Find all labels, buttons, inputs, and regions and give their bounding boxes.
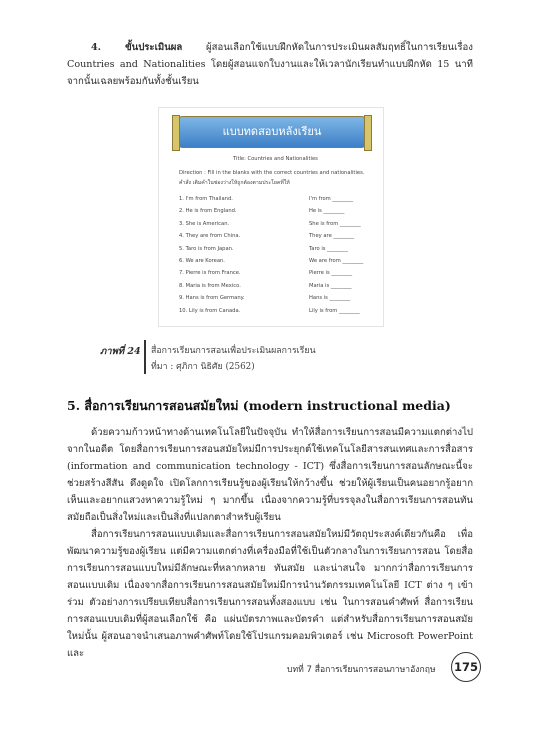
section-4-label: 4. ขั้นประเมินผล bbox=[91, 42, 183, 53]
worksheet-item-left: 3. She is American. bbox=[179, 220, 230, 227]
footer-chapter-title: บทที่ 7 สื่อการเรียนการสอนภาษาอังกฤษ bbox=[287, 665, 436, 675]
section-4-text: ผู้สอนเลือกใช้แบบฝึกหัดในการประเมินผลสัมฤทธิ์ในการเรียนเรื่อง Countries and Nationalities โดยผู้สอนแจกใบงานและให้เวลานักเรียนทำแบบฝึกหัด 15 นาที จากนั้นเฉลยพร้อมกันทั้งชั้นเรียน bbox=[67, 42, 473, 87]
worksheet-item-left: 9. Hans is from Germany. bbox=[179, 295, 245, 302]
worksheet-banner: แบบทดสอบหลังเรียน bbox=[179, 116, 365, 148]
worksheet-item-right: Hans is ________ bbox=[309, 295, 351, 302]
worksheet-image bbox=[158, 107, 384, 327]
section-4-paragraph bbox=[67, 39, 473, 90]
figure-source: ที่มา : ศุภิกา นิธิศัย (2562) bbox=[151, 362, 255, 372]
worksheet-item-left: 1. I'm from Thailand. bbox=[179, 196, 233, 202]
worksheet-item-right: I'm from ________ bbox=[309, 196, 354, 202]
worksheet-item-left: 2. He is from England. bbox=[179, 208, 237, 215]
page-number: 175 bbox=[451, 652, 481, 682]
worksheet-item-left: 8. Maria is from Mexico. bbox=[179, 282, 241, 289]
worksheet-item-left: 7. Pierre is from France. bbox=[179, 270, 241, 277]
worksheet-item-right: Lily is from ________ bbox=[309, 307, 360, 314]
worksheet-title: Title: Countries and Nationalities bbox=[233, 156, 318, 162]
worksheet-item-right: They are ________ bbox=[309, 233, 355, 240]
worksheet-item-right: Taro is ________ bbox=[309, 245, 348, 252]
worksheet-item-left: 6. We are Korean. bbox=[179, 258, 225, 264]
worksheet-item-right: Pierre is ________ bbox=[309, 270, 353, 277]
worksheet-item-right: We are from ________ bbox=[309, 258, 364, 264]
worksheet-item-right: Maria is ________ bbox=[309, 282, 352, 289]
section-5-paragraph-1: ด้วยความก้าวหน้าทางด้านเทคโนโลยีในปัจจุบัน ทำให้สื่อการเรียนการสอนมีความแตกต่างไปจากในอดีต โดยสื่อการเรียนการสอนสมัยใหม่มีการประยุกต์ใช้เทคโนโลยีสารสนเทศและการสื่อสาร (information and communication technology - ICT) ซึ่งสื่อการเรียนการสอนลักษณะนี้จะช่วยสร้างสีสัน ดึงดูดใจ เปิดโลกการเรียนรู้ของผู้เรียนให้กว้างขึ้น ช่วยให้ผู้เรียนเป็นคนอยากรู้อยากเห็นและอยากแสวงหาความรู้ใหม่ ๆ มากขึ้น เนื่องจากความรู้ที่บรรจุลงในสื่อการเรียนการสอนทันสมัยถือเป็นสิ่งใหม่และเป็นสิ่งที่แปลกตาสำหรับผู้เรียน bbox=[67, 427, 473, 523]
section-5-heading: 5. สื่อการเรียนการสอนสมัยใหม่ (modern instructional media) bbox=[67, 398, 451, 413]
worksheet-item-right: He is ________ bbox=[309, 208, 345, 215]
worksheet-item-right: She is from ________ bbox=[309, 220, 361, 227]
worksheet-item-left: 5. Taro is from Japan. bbox=[179, 245, 234, 252]
worksheet-direction: Direction : Fill in the blanks with the correct countries and nationalities. bbox=[179, 170, 365, 176]
figure-label: ภาพที่ 24 bbox=[100, 346, 141, 357]
worksheet-item-left: 10. Lily is from Canada. bbox=[179, 307, 241, 314]
section-5-paragraph-2: สื่อการเรียนการสอนแบบเดิมและสื่อการเรียนการสอนสมัยใหม่มีวัตถุประสงค์เดียวกันคือ เพื่อพัฒนาความรู้ของผู้เรียน แต่มีความแตกต่างที่เครื่องมือที่ใช้เป็นตัวกลางในการเรียนการสอน โดยสื่อการเรียนการสอนแบบใหม่มีลักษณะที่หลากหลาย ทันสมัย และน่าสนใจ มากกว่าสื่อการเรียนการสอนแบบเดิม เนื่องจากสื่อการเรียนการสอนสมัยใหม่มีการนำนวัตกรรมเทคโนโลยี ICT ต่าง ๆ เข้าร่วม ตัวอย่างการเปรียบเทียบสื่อการเรียนการสอนทั้งสองแบบ เช่น ในการสอนคำศัพท์ สื่อการเรียนการสอนแบบเดิมที่ผู้สอนเลือกใช้ คือ แผ่นบัตรภาพและบัตรคำ แต่สำหรับสื่อการเรียนการสอนสมัยใหม่นั้น ผู้สอนอาจนำเสนอภาพคำศัพท์โดยใช้โปรแกรมคอมพิวเตอร์ เช่น Microsoft PowerPoint และ bbox=[67, 529, 473, 659]
caption-divider bbox=[144, 340, 146, 374]
figure-caption: สื่อการเรียนการสอนเพื่อประเมินผลการเรียน bbox=[151, 346, 316, 356]
worksheet-instruction: คำสั่ง เติมคำในช่องว่างให้ถูกต้องตามประโยคที่ให้ bbox=[179, 180, 290, 186]
worksheet-item-left: 4. They are from China. bbox=[179, 233, 241, 240]
